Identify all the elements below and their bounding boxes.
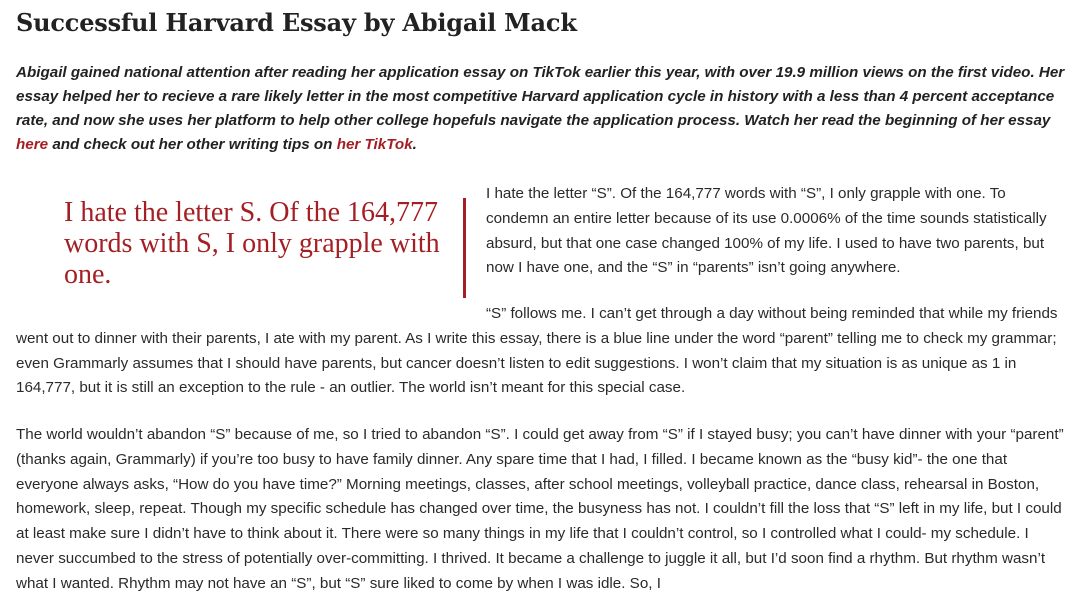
tiktok-link[interactable]: her TikTok xyxy=(336,136,413,153)
article-intro xyxy=(16,61,1066,157)
intro-text-end: . xyxy=(412,136,417,153)
pull-quote-divider xyxy=(463,198,466,298)
here-link[interactable]: here xyxy=(16,136,49,153)
essay-paragraph-2: “S” follows me. I can’t get through a day without being reminded that while my friends went out to dinner with their parents, I ate with my parent. As I write this essay, there is a blue line under the word “parent” telling me to check my grammar; even Grammarly assumes that I should have parents, but cancer doesn’t listen to edit suggestions. I won’t claim that my situation is as unique as 1 in 164,777, but it is still an exception to the rule - an outlier. The world isn’t meant for this special case. xyxy=(16,305,1058,397)
essay-paragraph-3: The world wouldn’t abandon “S” because of me, so I tried to abandon “S”. I could get away from “S” if I stayed busy; you can’t have dinner with your “parent” (thanks again, Grammarly) if you’re too busy to have family dinner. Any spare time that I had, I filled. I became known as the “busy kid”- the one that everyone always asks, “How do you have time?” Morning meetings, classes, after school meetings, volleyball practice, dance class, rehearsal in Boston, homework, sleep, repeat. Though my specific schedule has changed over time, the busyness has not. I couldn’t fill the loss that “S” left in my life, but I could at least make sure I didn’t have to think about it. There were so many things in my life that I couldn’t control, so I controlled what I could- my schedule. I never succumbed to the stress of potentially over-committing. I thrived. It became a challenge to juggle it all, but I’d soon find a rhythm. But rhythm wasn’t what I wanted. Rhythm may not have an “S”, but “S” sure liked to come by when I was idle. So, I xyxy=(16,426,1064,592)
intro-text-mid: and check out her other writing tips on xyxy=(48,136,337,153)
article-title: Successful Harvard Essay by Abigail Mack xyxy=(16,8,577,37)
intro-text-main: Abigail gained national attention after reading her application essay on TikTok earlier this year, with over 19.9 million views on the first video. Her essay helped her to recieve a rare likely letter in the most competitive Harvard application cycle in history with a less than 4 percent acceptance rate, and now she uses her platform to help other college hopefuls navigate the application process. Watch her read the beginning of her essay xyxy=(16,64,1065,129)
essay-paragraph-1: I hate the letter “S”. Of the 164,777 words with “S”, I only grapple with one. To condemn an entire letter because of its use 0.0006% of the time sounds statistically absurd, but that one case changed 100% of my life. I used to have two parents, but now I have one, and the “S” in “parents” isn’t going anywhere. xyxy=(486,185,1047,277)
pull-quote: I hate the letter S. Of the 164,777 words with S, I only grapple with one. xyxy=(64,197,440,290)
